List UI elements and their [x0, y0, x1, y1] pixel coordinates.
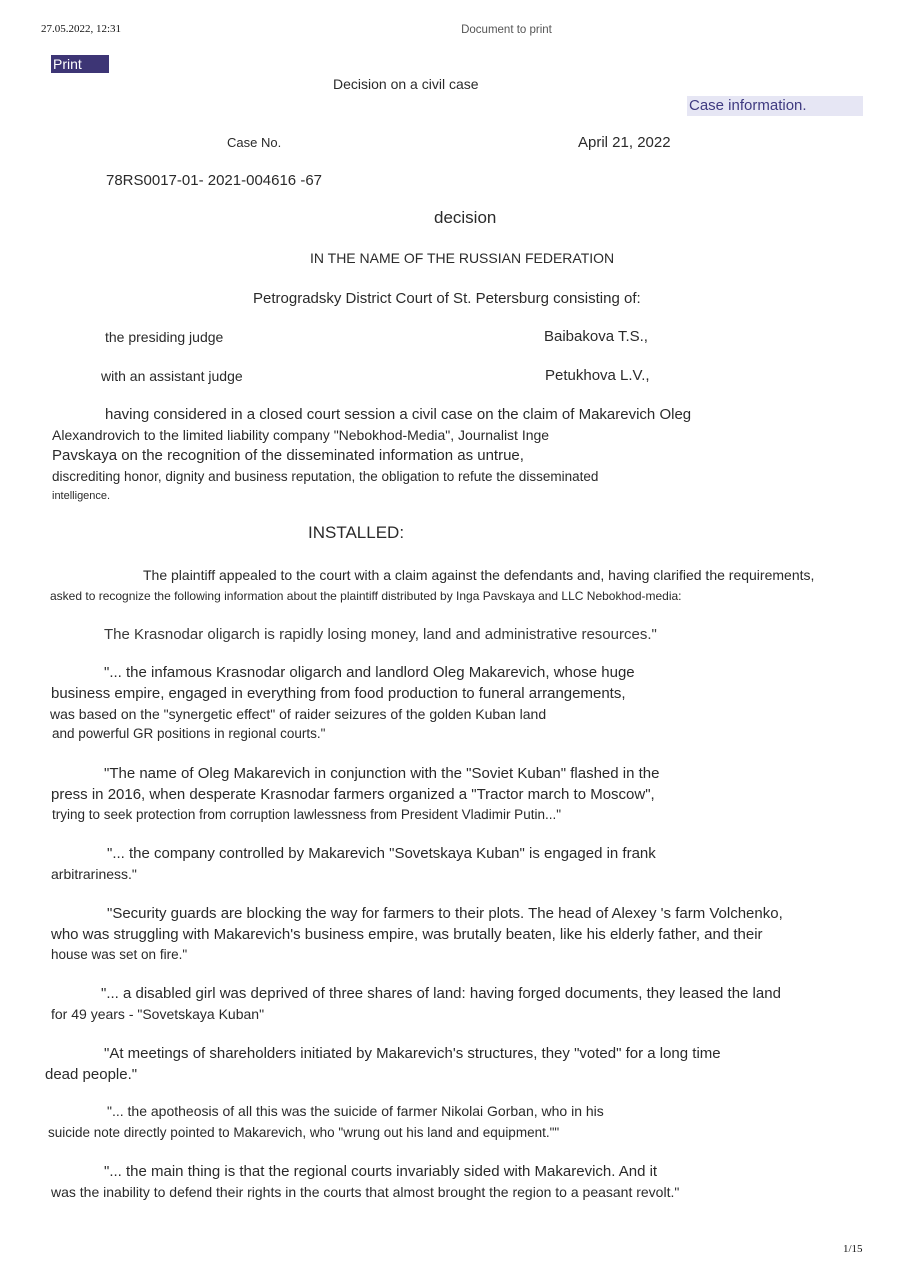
- intro-line: Pavskaya on the recognition of the disseminated information as untrue,: [52, 447, 524, 464]
- quote-line: "... the apotheosis of all this was the suicide of farmer Nikolai Gorban, who in his: [107, 1103, 604, 1119]
- assistant-judge-label: with an assistant judge: [101, 368, 243, 384]
- presiding-judge-name: Baibakova T.S.,: [544, 328, 648, 345]
- quote-line: for 49 years - "Sovetskaya Kuban": [51, 1006, 265, 1022]
- decision-date: April 21, 2022: [578, 134, 671, 151]
- quote-line: suicide note directly pointed to Makarevich, who "wrung out his land and equipment."": [48, 1125, 560, 1140]
- quote-line: "... a disabled girl was deprived of three shares of land: having forged documents, they leased the land: [101, 985, 781, 1002]
- intro-line: having considered in a closed court session a civil case on the claim of Makarevich Oleg: [105, 406, 692, 423]
- appeal-line: asked to recognize the following information about the plaintiff distributed by Inga Pavskaya and LLC Nebokhod-media:: [50, 589, 682, 603]
- quote-line: and powerful GR positions in regional courts.": [52, 726, 326, 741]
- intro-line: Alexandrovich to the limited liability company "Nebokhod-Media", Journalist Inge: [52, 427, 550, 443]
- page-number: 1/15: [843, 1243, 863, 1255]
- case-number-label: Case No.: [227, 135, 282, 150]
- quote-line: "Security guards are blocking the way for farmers to their plots. The head of Alexey 's farm Volchenko,: [107, 905, 783, 922]
- quote-line: The Krasnodar oligarch is rapidly losing money, land and administrative resources.": [104, 626, 657, 643]
- intro-line: discrediting honor, dignity and business reputation, the obligation to refute the disseminated: [52, 469, 599, 484]
- quote-line: house was set on fire.": [51, 947, 188, 962]
- quote-line: trying to seek protection from corruption lawlessness from President Vladimir Putin...": [52, 807, 561, 822]
- quote-line: "... the company controlled by Makarevich "Sovetskaya Kuban" is engaged in frank: [107, 845, 656, 862]
- quote-line: was based on the "synergetic effect" of raider seizures of the golden Kuban land: [50, 706, 547, 722]
- intro-line: intelligence.: [52, 490, 111, 502]
- quote-line: press in 2016, when desperate Krasnodar farmers organized a "Tractor march to Moscow",: [51, 786, 655, 803]
- document-heading: Decision on a civil case: [333, 76, 479, 92]
- quote-line: who was struggling with Makarevich's business empire, was brutally beaten, like his elderly father, and their: [51, 926, 763, 943]
- quote-line: business empire, engaged in everything from food production to funeral arrangements,: [51, 685, 626, 702]
- quote-line: was the inability to defend their rights in the courts that almost brought the region to a peasant revolt.": [51, 1184, 680, 1200]
- quote-line: "... the main thing is that the regional courts invariably sided with Makarevich. And it: [104, 1163, 658, 1180]
- in-the-name-heading: IN THE NAME OF THE RUSSIAN FEDERATION: [310, 250, 615, 266]
- quote-line: dead people.": [45, 1066, 138, 1083]
- decision-title: decision: [434, 208, 497, 227]
- installed-heading: INSTALLED:: [308, 523, 405, 542]
- document-title: Document to print: [461, 24, 552, 36]
- presiding-judge-label: the presiding judge: [105, 329, 224, 345]
- quote-line: "At meetings of shareholders initiated by Makarevich's structures, they "voted" for a long time: [104, 1045, 721, 1062]
- case-information-link[interactable]: Case information.: [687, 96, 863, 116]
- quote-line: arbitrariness.": [51, 866, 137, 882]
- case-number: 78RS0017-01- 2021-004616 -67: [106, 172, 322, 189]
- appeal-line: The plaintiff appealed to the court with a claim against the defendants and, having clarified the requirements,: [143, 567, 815, 583]
- quote-line: "The name of Oleg Makarevich in conjunction with the "Soviet Kuban" flashed in the: [104, 765, 660, 782]
- assistant-judge-name: Petukhova L.V.,: [545, 367, 650, 384]
- print-button[interactable]: Print: [51, 55, 109, 73]
- quote-line: "... the infamous Krasnodar oligarch and landlord Oleg Makarevich, whose huge: [104, 664, 635, 681]
- court-composition: Petrogradsky District Court of St. Petersburg consisting of:: [253, 290, 641, 307]
- print-datetime: 27.05.2022, 12:31: [41, 23, 122, 35]
